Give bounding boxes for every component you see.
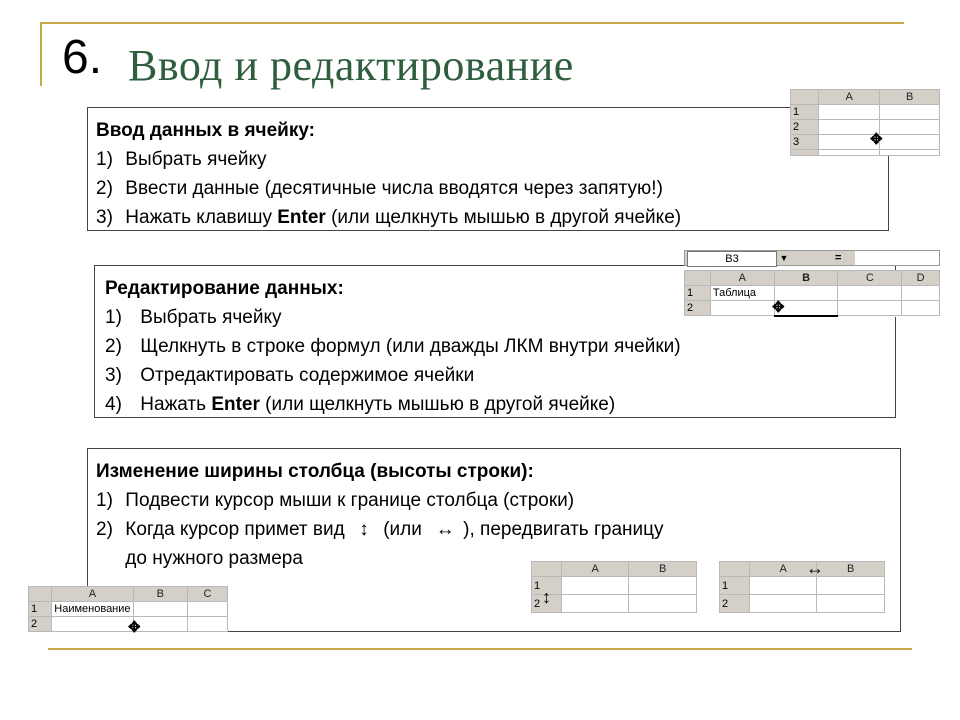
section1-heading: Ввод данных в ячейку:	[96, 120, 315, 141]
row-resize-cursor-icon: ↕	[542, 587, 551, 607]
section1-item-3: 3) Нажать клавишу Enter (или щелкнуть мышью в другой ячейке)	[96, 207, 682, 228]
section3-item-2: 2) Когда курсор примет вид ↕ (или ↔ ), передвигать границу	[96, 515, 900, 544]
cell-a1: Наименование	[52, 602, 133, 617]
section3-item-1: 1) Подвести курсор мыши к границе столбца (строки)	[96, 490, 575, 511]
cell-cursor-icon: ✥	[870, 131, 883, 148]
spreadsheet-example-5: A B 1 2	[719, 561, 885, 613]
section2-item-2: 2) Щелкнуть в строке формул (или дважды ЛКМ внутри ячейки)	[105, 336, 681, 357]
namebox-dropdown-icon[interactable]: ▼	[779, 253, 789, 263]
section3-item-3: до нужного размера	[125, 548, 303, 569]
section2-heading: Редактирование данных:	[105, 278, 344, 299]
resize-horizontal-icon: ↔	[435, 519, 455, 540]
frame-bottom-line	[48, 648, 912, 650]
column-resize-cursor-icon: ↔	[806, 558, 824, 578]
cell-a1: Таблица	[710, 286, 774, 301]
cell-cursor-icon: ✥	[128, 619, 141, 636]
section3-heading: Изменение ширины столбца (высоты строки):	[96, 461, 534, 482]
cell-cursor-icon: ✥	[772, 299, 785, 316]
section2-item-1: 1) Выбрать ячейку	[105, 307, 282, 328]
name-box[interactable]: B3	[687, 251, 777, 267]
section1-item-2: 2) Ввести данные (десятичные числа вводятся через запятую!)	[96, 178, 663, 199]
spreadsheet-example-2: A B C D 1 Таблица 2	[684, 270, 940, 317]
slide-number: 6.	[62, 31, 103, 84]
spreadsheet-example-1: A B 1 2 3	[790, 89, 940, 156]
spreadsheet-example-4: A B 1 2	[531, 561, 697, 613]
section-input-data	[87, 107, 889, 231]
formula-equals-icon: =	[835, 252, 842, 264]
slide-title: Ввод и редактирование	[128, 41, 574, 90]
formula-bar	[684, 250, 940, 266]
spreadsheet-example-3: A B C 1 Наименование 2	[28, 586, 228, 632]
resize-vertical-icon: ↕	[359, 519, 369, 540]
section2-item-3: 3) Отредактировать содержимое ячейки	[105, 365, 475, 386]
formula-input[interactable]	[855, 251, 939, 265]
frame-top-line	[40, 22, 904, 24]
frame-left-line	[40, 22, 42, 86]
section1-item-1: 1) Выбрать ячейку	[96, 149, 267, 170]
section2-item-4: 4) Нажать Enter (или щелкнуть мышью в другой ячейке)	[105, 394, 616, 415]
